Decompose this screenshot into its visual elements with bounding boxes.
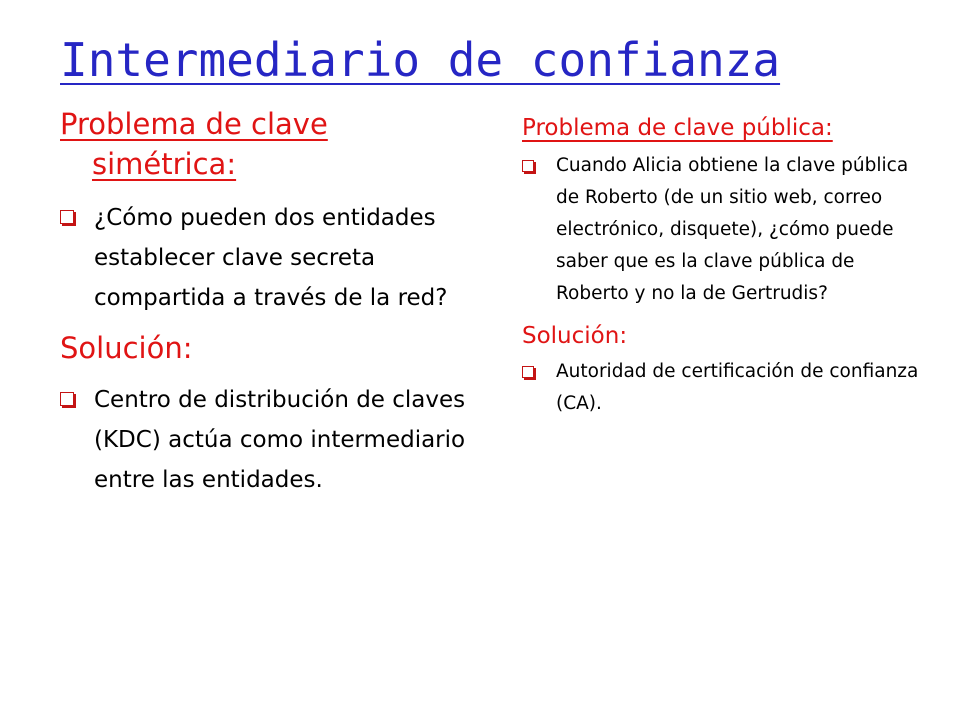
list-item-text: Cuando Alicia obtiene la clave pública de Roberto (de un sitio web, correo electrónico, disquete), ¿cómo puede saber que es la clave pública de Roberto y no la de Gertrudis? — [556, 155, 909, 304]
right-column — [522, 112, 932, 420]
symmetric-solution-list — [60, 380, 500, 500]
symmetric-solution-heading: Solución: — [60, 331, 193, 365]
symmetric-heading-line2: simétrica: — [92, 147, 237, 181]
public-key-solution-heading: Solución: — [522, 323, 628, 349]
list-item-text: Centro de distribución de claves (KDC) actúa como intermediario entre las entidades. — [94, 387, 466, 493]
slide-title: Intermediario de confianza — [60, 33, 781, 87]
list-item — [522, 150, 932, 310]
list-item-text: ¿Cómo pueden dos entidades establecer clave secreta compartida a través de la red? — [94, 205, 448, 311]
square-bullet-icon — [60, 392, 74, 406]
list-item-text: Autoridad de certificación de confianza (CA). — [556, 361, 919, 414]
list-item — [60, 380, 500, 500]
list-item — [60, 198, 500, 318]
public-key-solution-list — [522, 356, 932, 420]
list-item — [522, 356, 932, 420]
square-bullet-icon — [522, 366, 534, 378]
public-key-problem-list — [522, 150, 932, 310]
symmetric-problem-list — [60, 198, 500, 318]
public-key-problem-heading: Problema de clave pública: — [522, 115, 833, 141]
left-column — [60, 104, 500, 500]
square-bullet-icon — [60, 210, 74, 224]
symmetric-heading-line1: Problema de clave — [60, 107, 328, 141]
symmetric-problem-heading — [60, 104, 500, 184]
square-bullet-icon — [522, 160, 534, 172]
